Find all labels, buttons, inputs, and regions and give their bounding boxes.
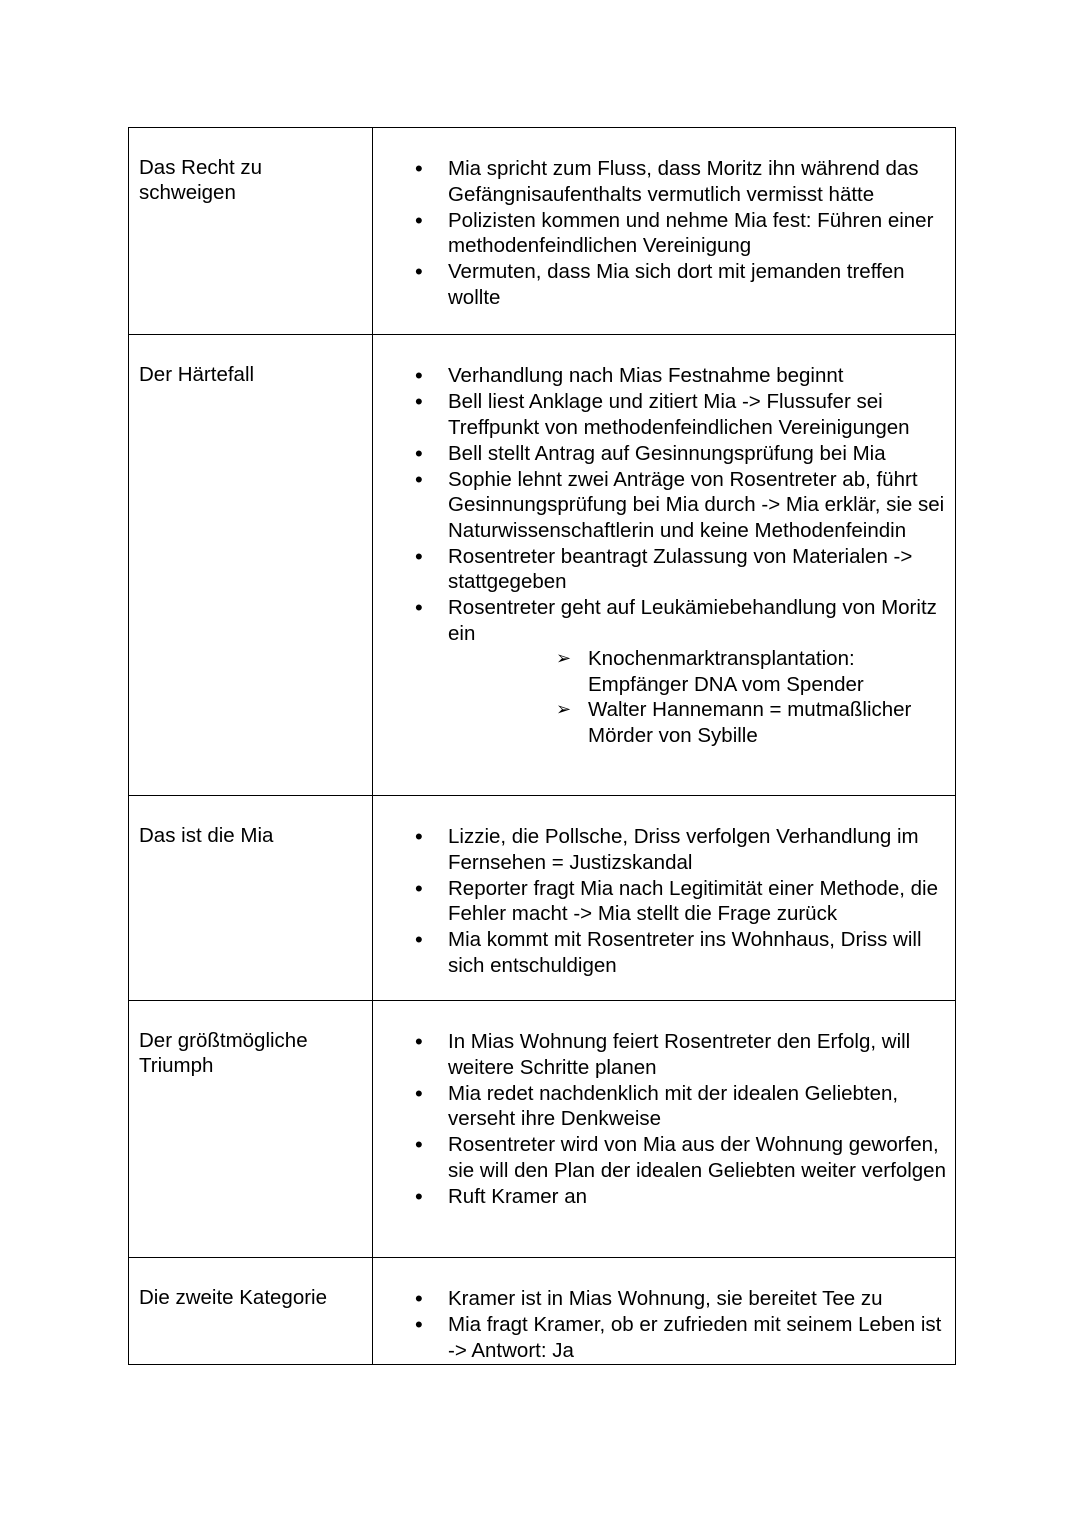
chapter-title: Das ist die Mia — [129, 796, 373, 1001]
bullet-list — [373, 363, 951, 748]
chapter-notes — [373, 1001, 956, 1258]
bullet-list — [373, 1286, 951, 1363]
sub-list — [448, 646, 951, 748]
list-item: • Verhandlung nach Mias Festnahme beginnt — [373, 363, 951, 389]
chapter-notes — [373, 335, 956, 796]
list-item: • Rosentreter wird von Mia aus der Wohnung geworfen, sie will den Plan der idealen Geliebten weiter verfolgen — [373, 1132, 951, 1183]
list-item — [373, 595, 951, 748]
list-item: • Mia spricht zum Fluss, dass Moritz ihn während das Gefängnisaufenthalts vermutlich vermisst hätte — [373, 156, 951, 207]
list-item: • In Mias Wohnung feiert Rosentreter den Erfolg, will weitere Schritte planen — [373, 1029, 951, 1080]
chapter-notes — [373, 128, 956, 335]
list-item: • Bell liest Anklage und zitiert Mia -> Flussufer sei Treffpunkt von methodenfeindlichen Vereinigungen — [373, 389, 951, 440]
table-row — [129, 1001, 956, 1258]
chapter-title: Das Recht zu schweigen — [129, 128, 373, 335]
chapter-notes — [373, 796, 956, 1001]
bullet-list — [373, 824, 951, 978]
list-item: • Reporter fragt Mia nach Legitimität einer Methode, die Fehler macht -> Mia stellt die Frage zurück — [373, 876, 951, 927]
list-item: • Ruft Kramer an — [373, 1184, 951, 1210]
table-row — [129, 1258, 956, 1365]
arrow-bullet-icon: ➢ — [556, 699, 572, 719]
table-row — [129, 796, 956, 1001]
list-item: • Kramer ist in Mias Wohnung, sie bereitet Tee zu — [373, 1286, 951, 1312]
list-item: • Bell stellt Antrag auf Gesinnungsprüfung bei Mia — [373, 441, 951, 467]
list-item: • Rosentreter beantragt Zulassung von Materialen -> stattgegeben — [373, 544, 951, 595]
bullet-list — [373, 156, 951, 310]
list-item: • Vermuten, dass Mia sich dort mit jemanden treffen wollte — [373, 259, 951, 310]
list-item: • Mia redet nachdenklich mit der idealen Geliebten, verseht ihre Denkweise — [373, 1081, 951, 1132]
arrow-bullet-icon: ➢ — [556, 648, 572, 668]
table-row — [129, 128, 956, 335]
list-item: • Sophie lehnt zwei Anträge von Rosentreter ab, führt Gesinnungsprüfung bei Mia durch -> Mia erklär, sie sei Naturwissenschaftlerin und keine Methodenfeindin — [373, 467, 951, 544]
chapter-title: Die zweite Kategorie — [129, 1258, 373, 1365]
chapter-title: Der größtmögliche Triumph — [129, 1001, 373, 1258]
sub-list-item — [448, 646, 951, 697]
list-item-text: • Rosentreter geht auf Leukämiebehandlung von Moritz ein — [448, 596, 937, 645]
sub-list-item — [448, 697, 951, 748]
list-item: • Lizzie, die Pollsche, Driss verfolgen Verhandlung im Fernsehen = Justizskandal — [373, 824, 951, 875]
list-item: • Mia kommt mit Rosentreter ins Wohnhaus, Driss will sich entschuldigen — [373, 927, 951, 978]
sub-list-item-text: Knochenmarktransplantation: Empfänger DNA vom Spender — [588, 647, 864, 696]
list-item: • Polizisten kommen und nehme Mia fest: Führen einer methodenfeindlichen Vereinigung — [373, 208, 951, 259]
chapter-notes — [373, 1258, 956, 1365]
chapter-title: Der Härtefall — [129, 335, 373, 796]
chapter-summary-table — [128, 127, 956, 1365]
list-item: • Mia fragt Kramer, ob er zufrieden mit seinem Leben ist -> Antwort: Ja — [373, 1312, 951, 1363]
bullet-list — [373, 1029, 951, 1209]
sub-list-item-text: Walter Hannemann = mutmaßlicher Mörder von Sybille — [588, 698, 912, 747]
table-row — [129, 335, 956, 796]
